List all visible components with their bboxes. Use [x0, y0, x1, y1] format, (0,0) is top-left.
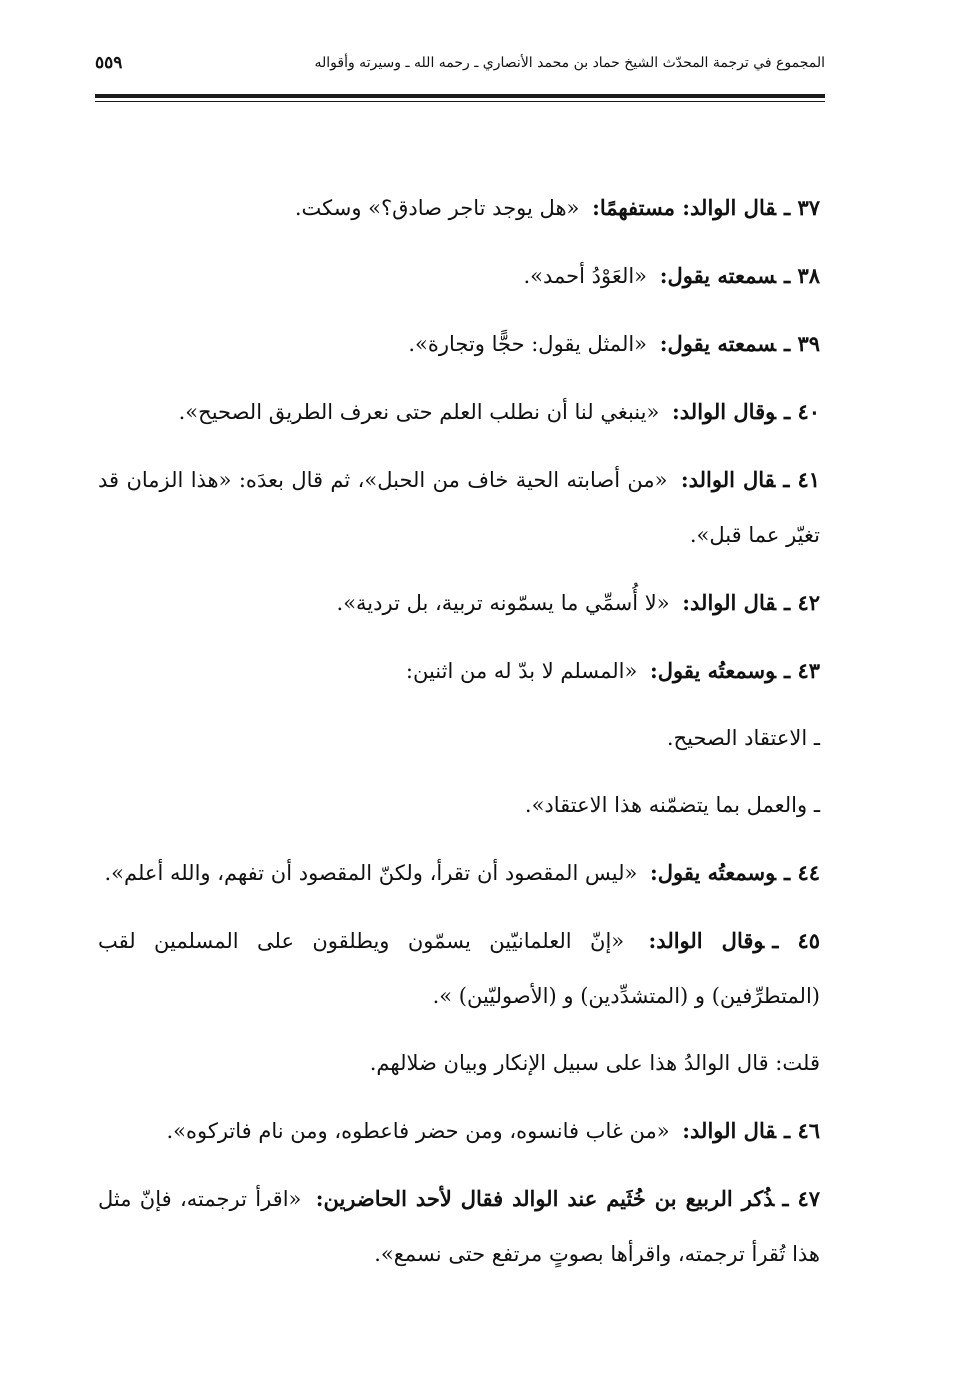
entry-41 [98, 452, 870, 563]
entry-42 [98, 575, 870, 631]
entry-text: «ينبغي لنا أن نطلب العلم حتى نعرف الطريق الصحيح». [178, 400, 660, 424]
entry-text: «العَوْدُ أحمد». [523, 264, 648, 288]
entry-43 [98, 643, 870, 699]
entry-45 [98, 913, 870, 1024]
running-title: المجموع في ترجمة المحدّث الشيخ حماد بن محمد الأنصاري ـ رحمه الله ـ وسيرته وأقواله [314, 55, 825, 71]
entry-text: «هل يوجد تاجر صادق؟» وسكت. [294, 196, 580, 220]
entry-lead: ذُكر الربيع بن خُثَيم عند الوالد فقال لأحد الحاضرين: [315, 1186, 775, 1211]
entry-text: «من غاب فانسوه، ومن حضر فاعطوه، ومن نام فاتركوه». [166, 1119, 670, 1143]
list-item-text: ـ الاعتقاد الصحيح. [666, 726, 820, 750]
entry-number: ٤٢ ـ [783, 590, 820, 615]
list-item [98, 711, 870, 766]
entry-lead: وسمعتُه يقول: [650, 860, 776, 885]
entry-number: ٤٥ ـ [772, 928, 820, 953]
entry-lead: سمعته يقول: [659, 263, 776, 288]
entry-44 [98, 845, 870, 901]
entry-number: ٤٧ ـ [782, 1186, 820, 1211]
body-text [98, 180, 870, 1294]
page-number: ٥٥٩ [95, 53, 123, 73]
entry-text: «المسلم لا بدّ له من اثنين: [405, 659, 638, 683]
entry-37 [98, 180, 870, 236]
list-item-text: ـ والعمل بما يتضمّنه هذا الاعتقاد». [524, 793, 820, 817]
entry-lead: قال الوالد: [682, 590, 776, 615]
entry-lead: قال الوالد: [682, 1118, 776, 1143]
entry-text: «إنّ العلمانيّين يسمّون ويطلقون على المسلمين لقب (المتطرِّفين) و (المتشدِّدين) و (الأصوليّين) ». [98, 929, 820, 1008]
author-note [98, 1036, 870, 1091]
entry-text: «ليس المقصود أن تقرأ، ولكنّ المقصود أن تفهم، والله أعلم». [104, 861, 638, 885]
entry-39 [98, 316, 870, 372]
entry-40 [98, 384, 870, 440]
note-text: قلت: قال الوالدُ هذا على سبيل الإنكار وبيان ضلالهم. [369, 1051, 820, 1075]
entry-number: ٤٤ ـ [783, 860, 820, 885]
entry-text: «المثل يقول: حجًّا وتجارة». [408, 332, 648, 356]
entry-lead: وقال الوالد: [648, 928, 765, 953]
header-rule-thin [95, 101, 825, 102]
header-rule-thick [95, 94, 825, 98]
entry-text: «من أصابته الحية خاف من الحبل»، ثم قال بعدَه: «هذا الزمان قد تغيّر عما قبل». [98, 468, 820, 547]
list-item [98, 778, 870, 833]
entry-number: ٣٩ ـ [783, 331, 820, 356]
entry-text: «لا أُسمِّي ما يسمّونه تربية، بل تردية». [336, 591, 670, 615]
entry-number: ٤٣ ـ [783, 658, 820, 683]
entry-number: ٣٨ ـ [783, 263, 820, 288]
entry-lead: قال الوالد: مستفهمًا: [592, 195, 776, 220]
entry-lead: وقال الوالد: [672, 399, 776, 424]
entry-38 [98, 248, 870, 304]
entry-lead: سمعته يقول: [659, 331, 776, 356]
entry-46 [98, 1103, 870, 1159]
entry-lead: وسمعتُه يقول: [650, 658, 776, 683]
entry-lead: قال الوالد: [680, 467, 776, 492]
entry-number: ٤٦ ـ [783, 1118, 820, 1143]
running-head [95, 48, 825, 78]
entry-number: ٣٧ ـ [783, 195, 820, 220]
entry-text: «اقرأ ترجمته، فإنّ مثل هذا تُقرأ ترجمته، واقرأها بصوتٍ مرتفع حتى نسمع». [98, 1187, 820, 1266]
entry-number: ٤١ ـ [783, 467, 820, 492]
entry-47 [98, 1171, 870, 1282]
entry-number: ٤٠ ـ [783, 399, 820, 424]
